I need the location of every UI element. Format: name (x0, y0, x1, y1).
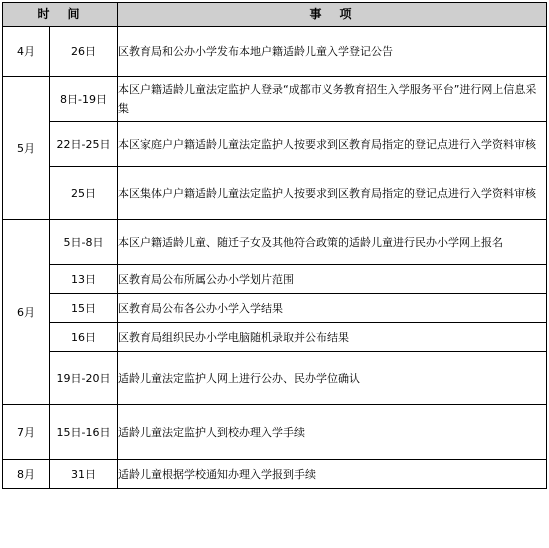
day-cell: 16日 (50, 323, 118, 352)
day-cell: 15日 (50, 294, 118, 323)
event-cell: 区教育局组织民办小学电脑随机录取并公布结果 (118, 323, 547, 352)
table-row (3, 122, 547, 167)
event-cell: 本区集体户户籍适龄儿童法定监护人按要求到区教育局指定的登记点进行入学资料审核 (118, 167, 547, 220)
table-header-row (3, 3, 547, 27)
table-row (3, 323, 547, 352)
table-row (3, 352, 547, 405)
day-cell: 31日 (50, 460, 118, 489)
day-cell: 26日 (50, 27, 118, 77)
table-row (3, 27, 547, 77)
day-cell: 8日-19日 (50, 77, 118, 122)
month-cell-aug: 8月 (3, 460, 50, 489)
month-cell-may: 5月 (3, 77, 50, 220)
event-cell: 本区家庭户户籍适龄儿童法定监护人按要求到区教育局指定的登记点进行入学资料审核 (118, 122, 547, 167)
enrollment-schedule-table (2, 2, 547, 489)
header-time: 时 间 (3, 3, 118, 27)
month-cell-jun: 6月 (3, 220, 50, 405)
table-row (3, 294, 547, 323)
day-cell: 15日-16日 (50, 405, 118, 460)
day-cell: 25日 (50, 167, 118, 220)
event-cell: 区教育局公布各公办小学入学结果 (118, 294, 547, 323)
month-cell-jul: 7月 (3, 405, 50, 460)
event-cell: 适龄儿童根据学校通知办理入学报到手续 (118, 460, 547, 489)
event-cell: 区教育局公布所属公办小学划片范围 (118, 265, 547, 294)
day-cell: 13日 (50, 265, 118, 294)
month-cell-apr: 4月 (3, 27, 50, 77)
day-cell: 19日-20日 (50, 352, 118, 405)
header-event: 事 项 (118, 3, 547, 27)
event-cell: 区教育局和公办小学发布本地户籍适龄儿童入学登记公告 (118, 27, 547, 77)
table-row (3, 220, 547, 265)
event-cell: 适龄儿童法定监护人到校办理入学手续 (118, 405, 547, 460)
event-cell: 本区户籍适龄儿童法定监护人登录“成都市义务教育招生入学服务平台”进行网上信息采集 (118, 77, 547, 122)
table-row (3, 77, 547, 122)
event-cell: 适龄儿童法定监护人网上进行公办、民办学位确认 (118, 352, 547, 405)
table-row (3, 405, 547, 460)
table-row (3, 167, 547, 220)
day-cell: 22日-25日 (50, 122, 118, 167)
event-cell: 本区户籍适龄儿童、随迁子女及其他符合政策的适龄儿童进行民办小学网上报名 (118, 220, 547, 265)
day-cell: 5日-8日 (50, 220, 118, 265)
table-row (3, 265, 547, 294)
table-row (3, 460, 547, 489)
